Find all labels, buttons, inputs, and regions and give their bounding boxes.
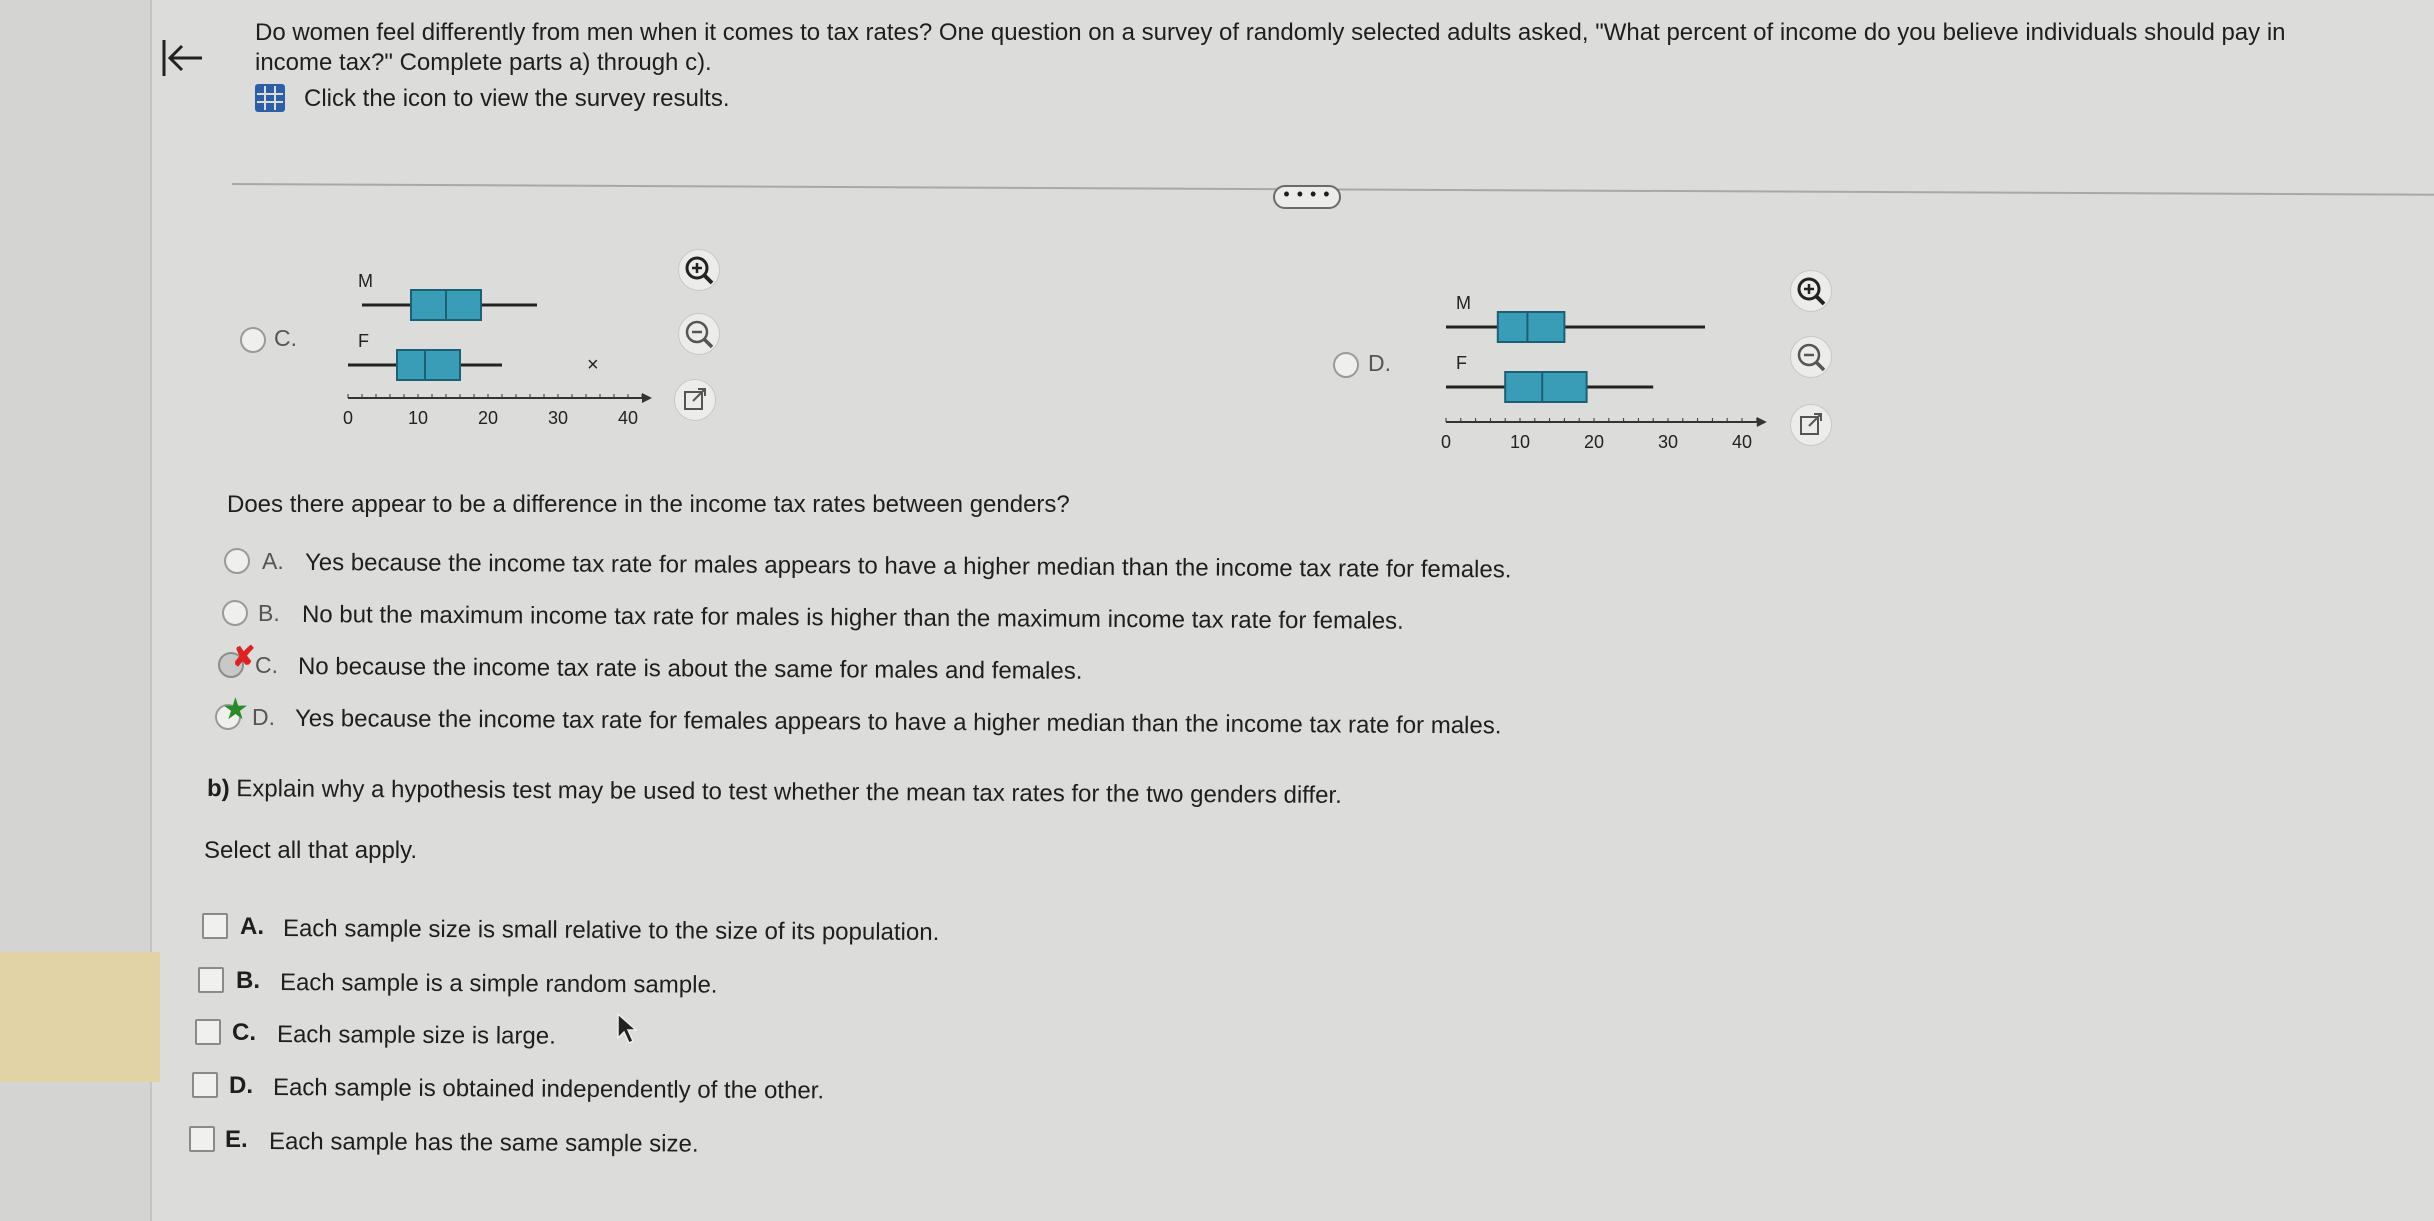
female-label: F (1456, 353, 1467, 373)
part-b-letter-d: D. (229, 1072, 253, 1099)
part-b-prompt (207, 774, 1342, 811)
zoom-in-icon-c[interactable] (678, 249, 720, 291)
mouse-cursor-icon (616, 1012, 640, 1046)
boxplot-d (1428, 292, 1788, 462)
tick-label-30: 30 (1657, 432, 1679, 452)
part-a-option-b[interactable]: No but the maximum income tax rate for males is higher than the maximum income tax rate for females. (301, 601, 1404, 635)
male-label: M (358, 271, 373, 291)
tick-label-20: 20 (477, 408, 499, 428)
part-a-option-d[interactable]: Yes because the income tax rate for females appears to have a higher median than the income tax rate for males. (294, 705, 1502, 740)
part-a-letter-a: A. (262, 548, 284, 574)
survey-results-link[interactable]: Click the icon to view the survey results. (304, 85, 730, 112)
incorrect-x-icon: ✘ (232, 641, 256, 672)
table-icon[interactable] (255, 84, 285, 112)
tick-label-10: 10 (1509, 432, 1531, 452)
external-link-icon-c[interactable] (674, 379, 716, 421)
part-b-letter-b: B. (236, 967, 260, 994)
tick-label-40: 40 (1731, 432, 1753, 452)
correct-star-icon: ★ (222, 693, 249, 726)
plot-c-letter: C. (274, 325, 297, 351)
radio-plot-d[interactable] (1333, 352, 1359, 378)
zoom-out-icon-c[interactable] (678, 313, 720, 355)
male-label: M (1456, 293, 1471, 313)
question-intro-line2: income tax?" Complete parts a) through c). (255, 49, 712, 76)
part-a-letter-b: B. (258, 600, 280, 626)
part-b-label: b) (206, 775, 230, 803)
part-b-option-e[interactable]: Each sample has the same sample size. (268, 1128, 699, 1158)
part-b-letter-c: C. (232, 1019, 256, 1046)
expand-ellipsis-button[interactable]: • • • • (1273, 185, 1341, 209)
part-b-option-c[interactable]: Each sample size is large. (276, 1021, 556, 1050)
checkbox-part-b-a[interactable] (202, 913, 228, 939)
back-arrow-icon[interactable] (158, 34, 206, 82)
female-box (1505, 372, 1586, 402)
checkbox-part-b-c[interactable] (195, 1019, 221, 1045)
external-link-icon-d[interactable] (1790, 404, 1832, 446)
male-box (1498, 312, 1565, 342)
tick-label-0: 0 (342, 408, 354, 428)
female-box (397, 350, 460, 380)
axis-arrow (642, 393, 652, 403)
part-a-option-c[interactable]: No because the income tax rate is about the same for males and females. (297, 653, 1083, 685)
question-intro-line1: Do women feel differently from men when it comes to tax rates? One question on a survey of randomly selected adults asked, "What percent of income do you believe individuals should pay in (255, 19, 2286, 46)
part-b-letter-a: A. (240, 913, 264, 940)
tick-label-30: 30 (547, 408, 569, 428)
zoom-out-icon-d[interactable] (1790, 336, 1832, 378)
part-a-letter-d: D. (252, 704, 275, 730)
radio-plot-c[interactable] (240, 327, 266, 353)
checkbox-part-b-d[interactable] (192, 1072, 218, 1098)
part-a-prompt: Does there appear to be a difference in the income tax rates between genders? (227, 491, 1070, 518)
part-b-prompt-text: Explain why a hypothesis test may be used to test whether the mean tax rates for the two genders differ. (229, 775, 1342, 809)
checkbox-part-b-e[interactable] (189, 1126, 215, 1152)
part-b-option-a[interactable]: Each sample size is small relative to the size of its population. (282, 915, 940, 947)
zoom-in-icon-d[interactable] (1790, 270, 1832, 312)
checkbox-part-b-b[interactable] (198, 967, 224, 993)
radio-part-a-a[interactable] (224, 548, 250, 574)
tick-label-40: 40 (617, 408, 639, 428)
female-label: F (358, 331, 369, 351)
part-b-letter-e: E. (225, 1126, 248, 1153)
female-outlier: × (587, 354, 599, 376)
plot-d-letter: D. (1368, 350, 1391, 376)
tick-label-20: 20 (1583, 432, 1605, 452)
part-b-instruction: Select all that apply. (204, 837, 418, 864)
part-a-option-a[interactable]: Yes because the income tax rate for males appears to have a higher median than the income tax rate for females. (304, 549, 1512, 584)
part-b-option-b[interactable]: Each sample is a simple random sample. (279, 969, 718, 999)
tick-label-10: 10 (407, 408, 429, 428)
part-a-letter-c: C. (255, 652, 278, 678)
tick-label-0: 0 (1440, 432, 1452, 452)
boxplot-c (330, 270, 680, 440)
part-b-option-d[interactable]: Each sample is obtained independently of the other. (272, 1074, 825, 1105)
axis-arrow (1757, 417, 1767, 427)
radio-part-a-b[interactable] (222, 600, 248, 626)
